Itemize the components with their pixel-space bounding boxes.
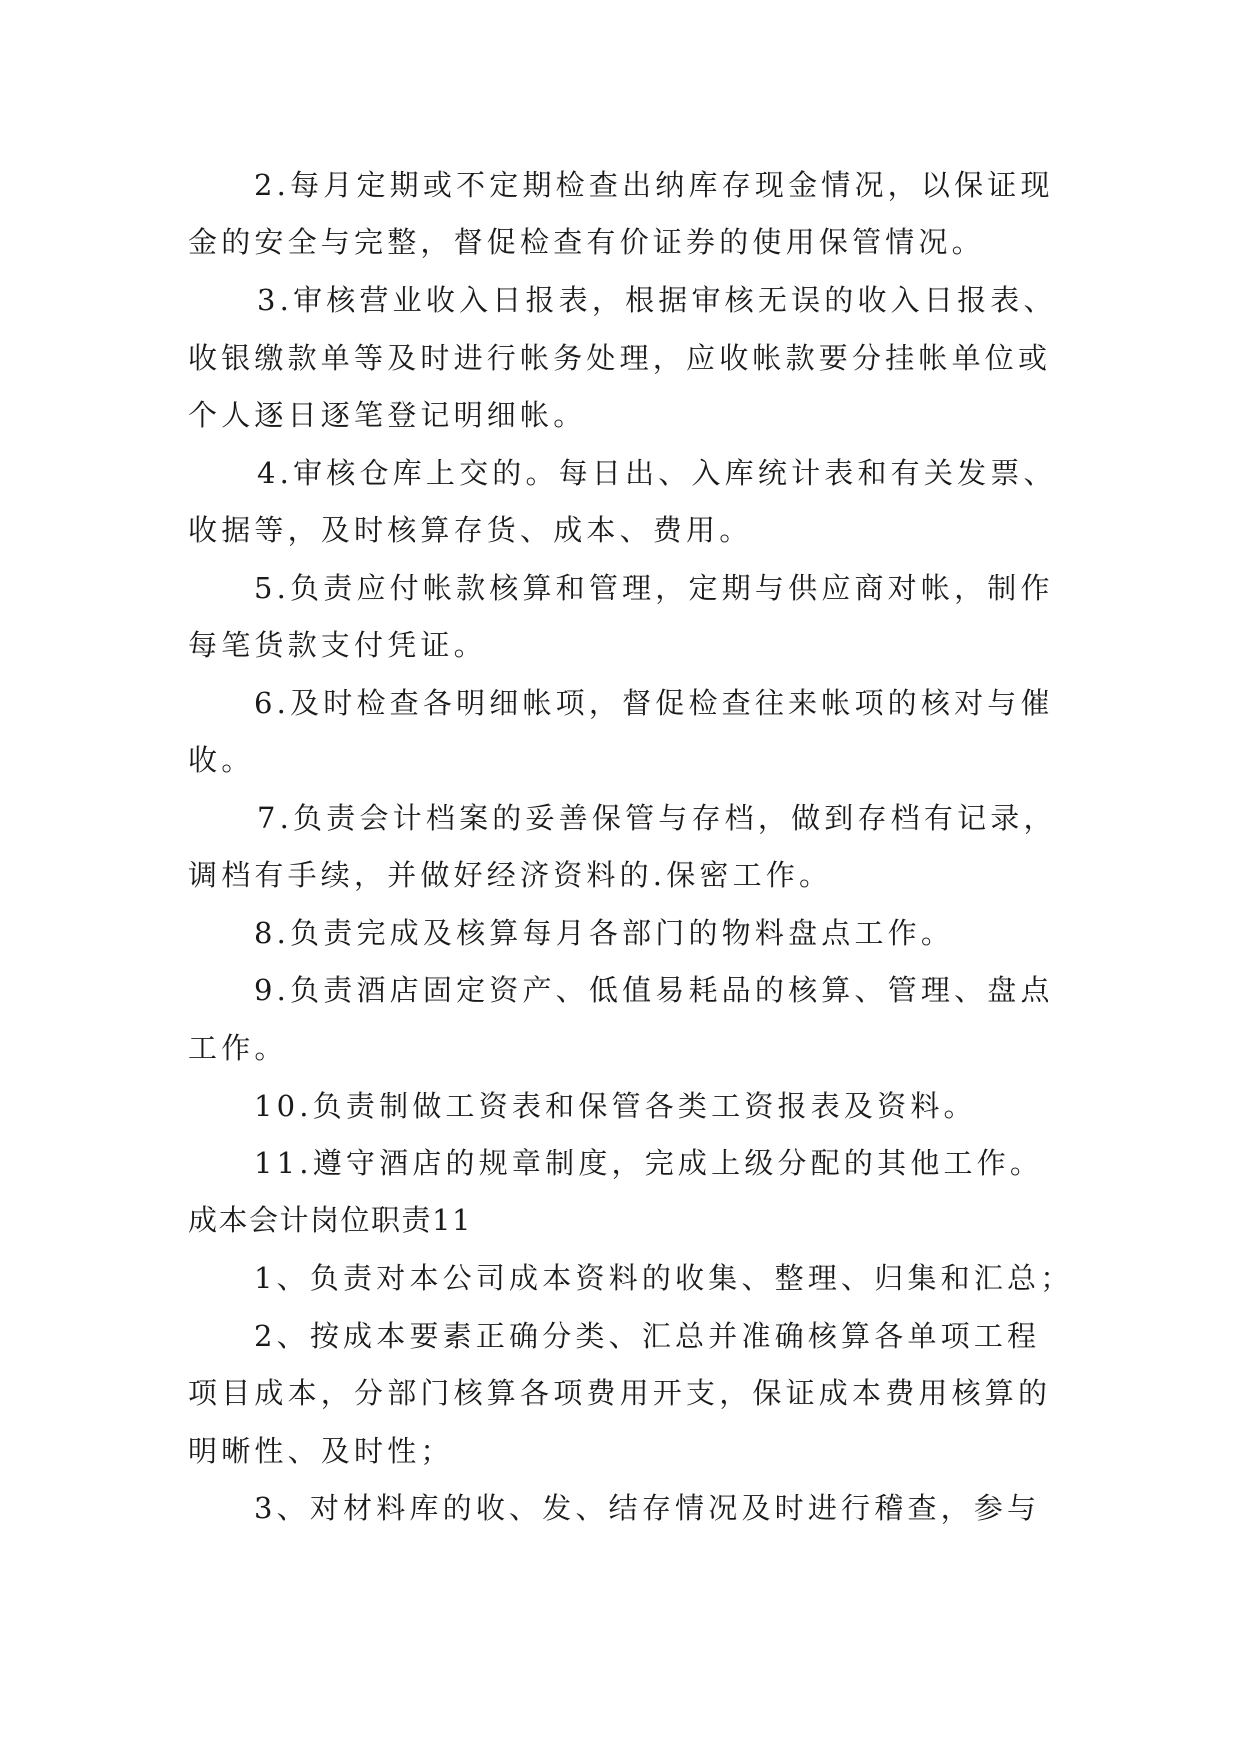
paragraph-line: 5.负责应付帐款核算和管理，定期与供应商对帐，制作	[254, 571, 1054, 605]
paragraph-line: 明晰性、及时性；	[188, 1434, 454, 1468]
paragraph-line: 11.遵守酒店的规章制度，完成上级分配的其他工作。	[254, 1146, 1044, 1180]
paragraph-line: 收据等，及时核算存货、成本、费用。	[188, 513, 753, 547]
paragraph-line: 工作。	[188, 1031, 288, 1065]
paragraph-line: 3.审核营业收入日报表，根据审核无误的收入日报表、	[257, 283, 1057, 317]
paragraph-line: 6.及时检查各明细帐项，督促检查往来帐项的核对与催	[254, 686, 1054, 720]
paragraph-line: 项目成本，分部门核算各项费用开支，保证成本费用核算的	[188, 1376, 1052, 1410]
paragraph-line: 8.负责完成及核算每月各部门的物料盘点工作。	[254, 916, 955, 950]
paragraph-line: 3、对材料库的收、发、结存情况及时进行稽查，参与	[254, 1491, 1041, 1525]
paragraph-line: 9.负责酒店固定资产、低值易耗品的核算、管理、盘点	[254, 973, 1054, 1007]
paragraph-line: 金的安全与完整，督促检查有价证券的使用保管情况。	[188, 225, 985, 259]
paragraph-line: 2.每月定期或不定期检查出纳库存现金情况，以保证现	[254, 168, 1054, 202]
paragraph-line: 2、按成本要素正确分类、汇总并准确核算各单项工程	[254, 1319, 1041, 1353]
paragraph-line: 1、负责对本公司成本资料的收集、整理、归集和汇总；	[254, 1261, 1074, 1295]
paragraph-line: 7.负责会计档案的妥善保管与存档，做到存档有记录，	[257, 801, 1057, 835]
paragraph-line: 调档有手续，并做好经济资料的.保密工作。	[188, 858, 833, 892]
section-heading: 成本会计岗位职责11	[188, 1203, 472, 1237]
paragraph-line: 个人逐日逐笔登记明细帐。	[188, 398, 587, 432]
paragraph-line: 收银缴款单等及时进行帐务处理，应收帐款要分挂帐单位或	[188, 341, 1052, 375]
paragraph-line: 每笔货款支付凭证。	[188, 628, 487, 662]
paragraph-line: 收。	[188, 743, 255, 777]
paragraph-line: 10.负责制做工资表和保管各类工资报表及资料。	[254, 1089, 977, 1123]
paragraph-line: 4.审核仓库上交的。每日出、入库统计表和有关发票、	[257, 456, 1057, 490]
